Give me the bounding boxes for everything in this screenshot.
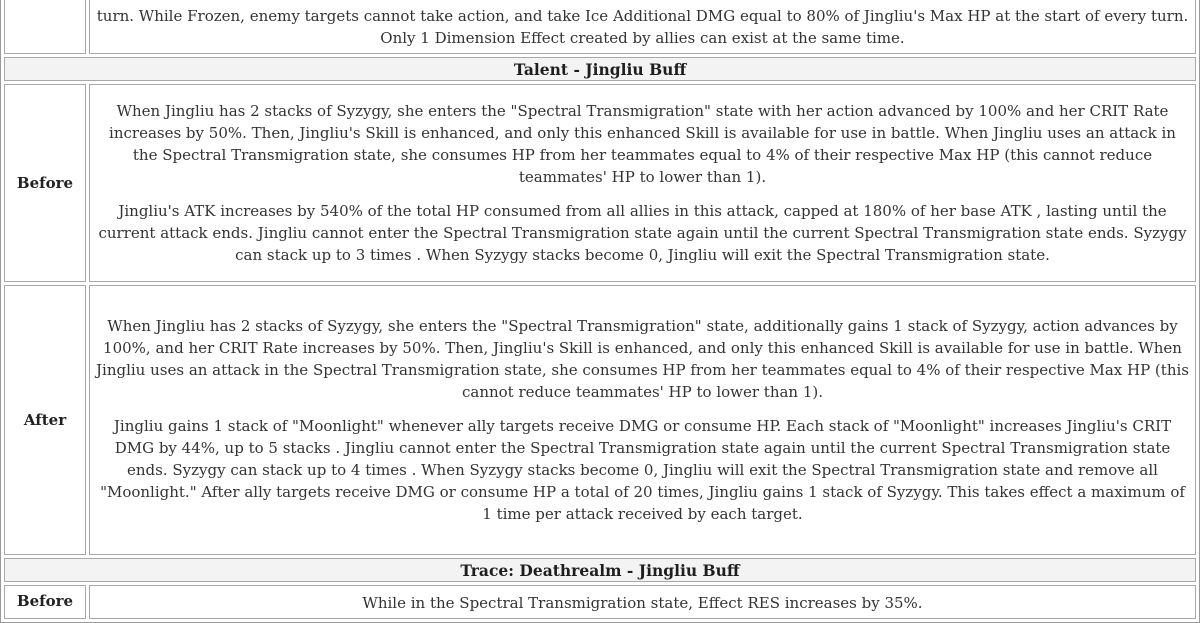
talent-before-text <box>89 84 1196 282</box>
previous-row-paragraph: turn. While Frozen, enemy targets cannot take action, and take Ice Additional DMG equal to 80% of Jingliu's Max HP at the start of every turn. Only 1 Dimension Effect created by allies can exist at the same time. <box>96 7 1189 47</box>
comparison-table <box>1 0 1199 622</box>
trace-section-title: Trace: Deathrealm - Jingliu Buff <box>4 558 1196 582</box>
table-row <box>4 585 1196 619</box>
talent-before-paragraph-2: Jingliu's ATK increases by 540% of the total HP consumed from all allies in this attack, capped at 180% of her base ATK , lasting until the current attack ends. Jingliu cannot enter the Spectral Transmigration state again until the current Spectral Transmigration state ends. Syzygy can stack up to 3 times . When Syzygy stacks become 0, Jingliu will exit the Spectral Transmigration state. <box>98 202 1187 264</box>
talent-after-label: After <box>4 285 86 555</box>
table-row <box>4 0 1196 54</box>
talent-before-paragraph-1: When Jingliu has 2 stacks of Syzygy, she enters the "Spectral Transmigration" state with her action advanced by 100% and her CRIT Rate increases by 50%. Then, Jingliu's Skill is enhanced, and only this enhanced Skill is available for use in battle. When Jingliu uses an attack in the Spectral Transmigration state, she consumes HP from her teammates equal to 4% of their respective Max HP (this cannot reduce teammates' HP to lower than 1). <box>109 102 1176 186</box>
talent-before-label: Before <box>4 84 86 282</box>
section-header-row <box>4 558 1196 582</box>
row-label-empty <box>4 0 86 54</box>
previous-row-text <box>89 0 1196 54</box>
talent-after-paragraph-2: Jingliu gains 1 stack of "Moonlight" whenever ally targets receive DMG or consume HP. Each stack of "Moonlight" increases Jingliu's CRIT DMG by 44%, up to 5 stacks . Jingliu cannot enter the Spectral Transmigration state again until the current Spectral Transmigration state ends. Syzygy can stack up to 4 times . When Syzygy stacks become 0, Jingliu will exit the Spectral Transmigration state and remove all "Moonlight." After ally targets receive DMG or consume HP a total of 20 times, Jingliu gains 1 stack of Syzygy. This takes effect a maximum of 1 time per attack received by each target. <box>100 417 1185 523</box>
trace-before-text <box>89 585 1196 619</box>
trace-before-label: Before <box>4 585 86 619</box>
talent-section-title: Talent - Jingliu Buff <box>4 57 1196 81</box>
trace-before-paragraph: While in the Spectral Transmigration state, Effect RES increases by 35%. <box>362 594 923 612</box>
section-header-row <box>4 57 1196 81</box>
table-row <box>4 285 1196 555</box>
talent-after-text <box>89 285 1196 555</box>
talent-after-paragraph-1: When Jingliu has 2 stacks of Syzygy, she enters the "Spectral Transmigration" state, additionally gains 1 stack of Syzygy, action advances by 100%, and her CRIT Rate increases by 50%. Then, Jingliu's Skill is enhanced, and only this enhanced Skill is available for use in battle. When Jingliu uses an attack in the Spectral Transmigration state, she consumes HP from her teammates equal to 4% of their respective Max HP (this cannot reduce teammates' HP to lower than 1). <box>96 317 1189 401</box>
table-row <box>4 84 1196 282</box>
